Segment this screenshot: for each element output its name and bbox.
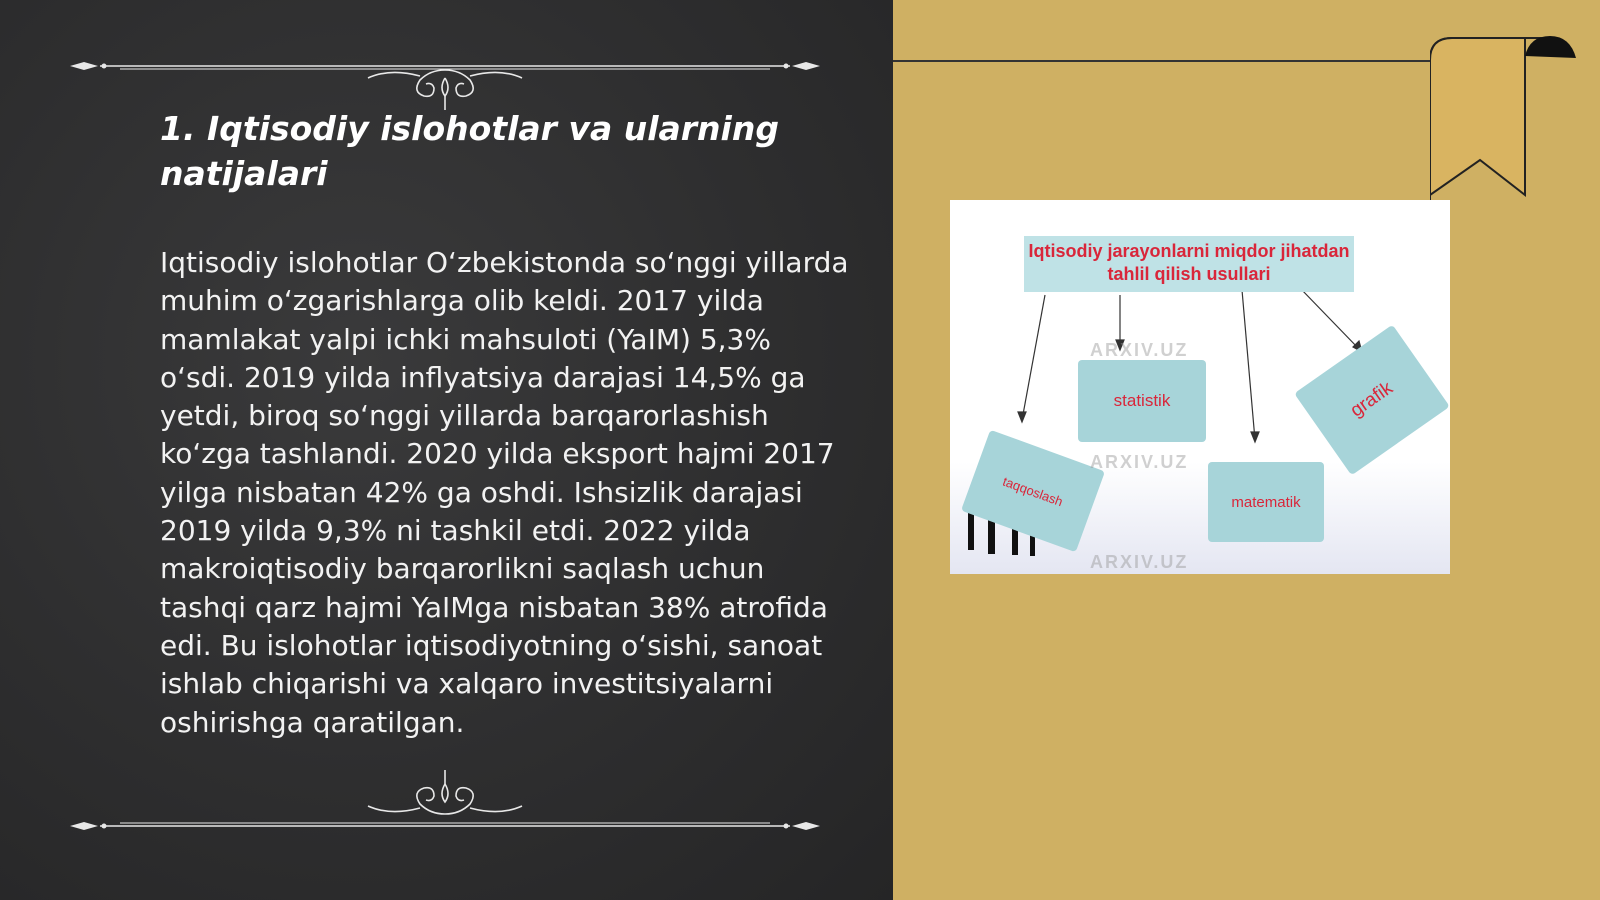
diagram-banner: Iqtisodiy jarayonlarni miqdor jihatdan tahlil qilish usullari bbox=[1024, 236, 1354, 292]
header-rule-line bbox=[893, 60, 1438, 62]
watermark-text: ARXIV.UZ bbox=[1090, 552, 1189, 572]
slide-body-text: Iqtisodiy islohotlar O‘zbekistonda so‘nggi yillarda muhim o‘zgarishlarga olib keldi. 2017 yilda mamlakat yalpi ichki mahsuloti (YaIM) 5,3% o‘sdi. 2019 yilda inflyatsiya darajasi 14,5% ga yetdi, biroq so‘nggi yillarda barqarorlashish ko‘zga tashlandi. 2020 yilda eksport hajmi 2017 yilga nisbatan 42% ga oshdi. Ishsizlik darajasi 2019 yilda 9,3% ni tashkil etdi. 2022 yilda makroiqtisodiy barqarorlikni saqlash uchun tashqi qarz hajmi YaIMga nisbatan 38% atrofida edi. Bu islohotlar iqtisodiyotning o‘sishi, sanoat ishlab chiqarishi va xalqaro investitsiyalarni oshirishga qaratilgan. bbox=[160, 246, 849, 739]
ornament-divider-top bbox=[60, 50, 830, 110]
slide-title: 1. Iqtisodiy islohotlar va ularning natijalari bbox=[160, 109, 779, 193]
diagram-item-grafik: grafik bbox=[1294, 325, 1450, 476]
watermark-text: ARXIV.UZ bbox=[1090, 452, 1189, 472]
ornament-divider-bottom bbox=[60, 770, 830, 830]
bookmark-ribbon-icon bbox=[1430, 30, 1600, 205]
diagram-image bbox=[950, 200, 1450, 574]
diagram-item-statistik: statistik bbox=[1078, 360, 1206, 442]
diagram-item-taqqoslash: taqqoslash bbox=[961, 430, 1105, 553]
watermark-text: ARXIV.UZ bbox=[1090, 340, 1189, 360]
diagram-item-matematik: matematik bbox=[1208, 462, 1324, 542]
